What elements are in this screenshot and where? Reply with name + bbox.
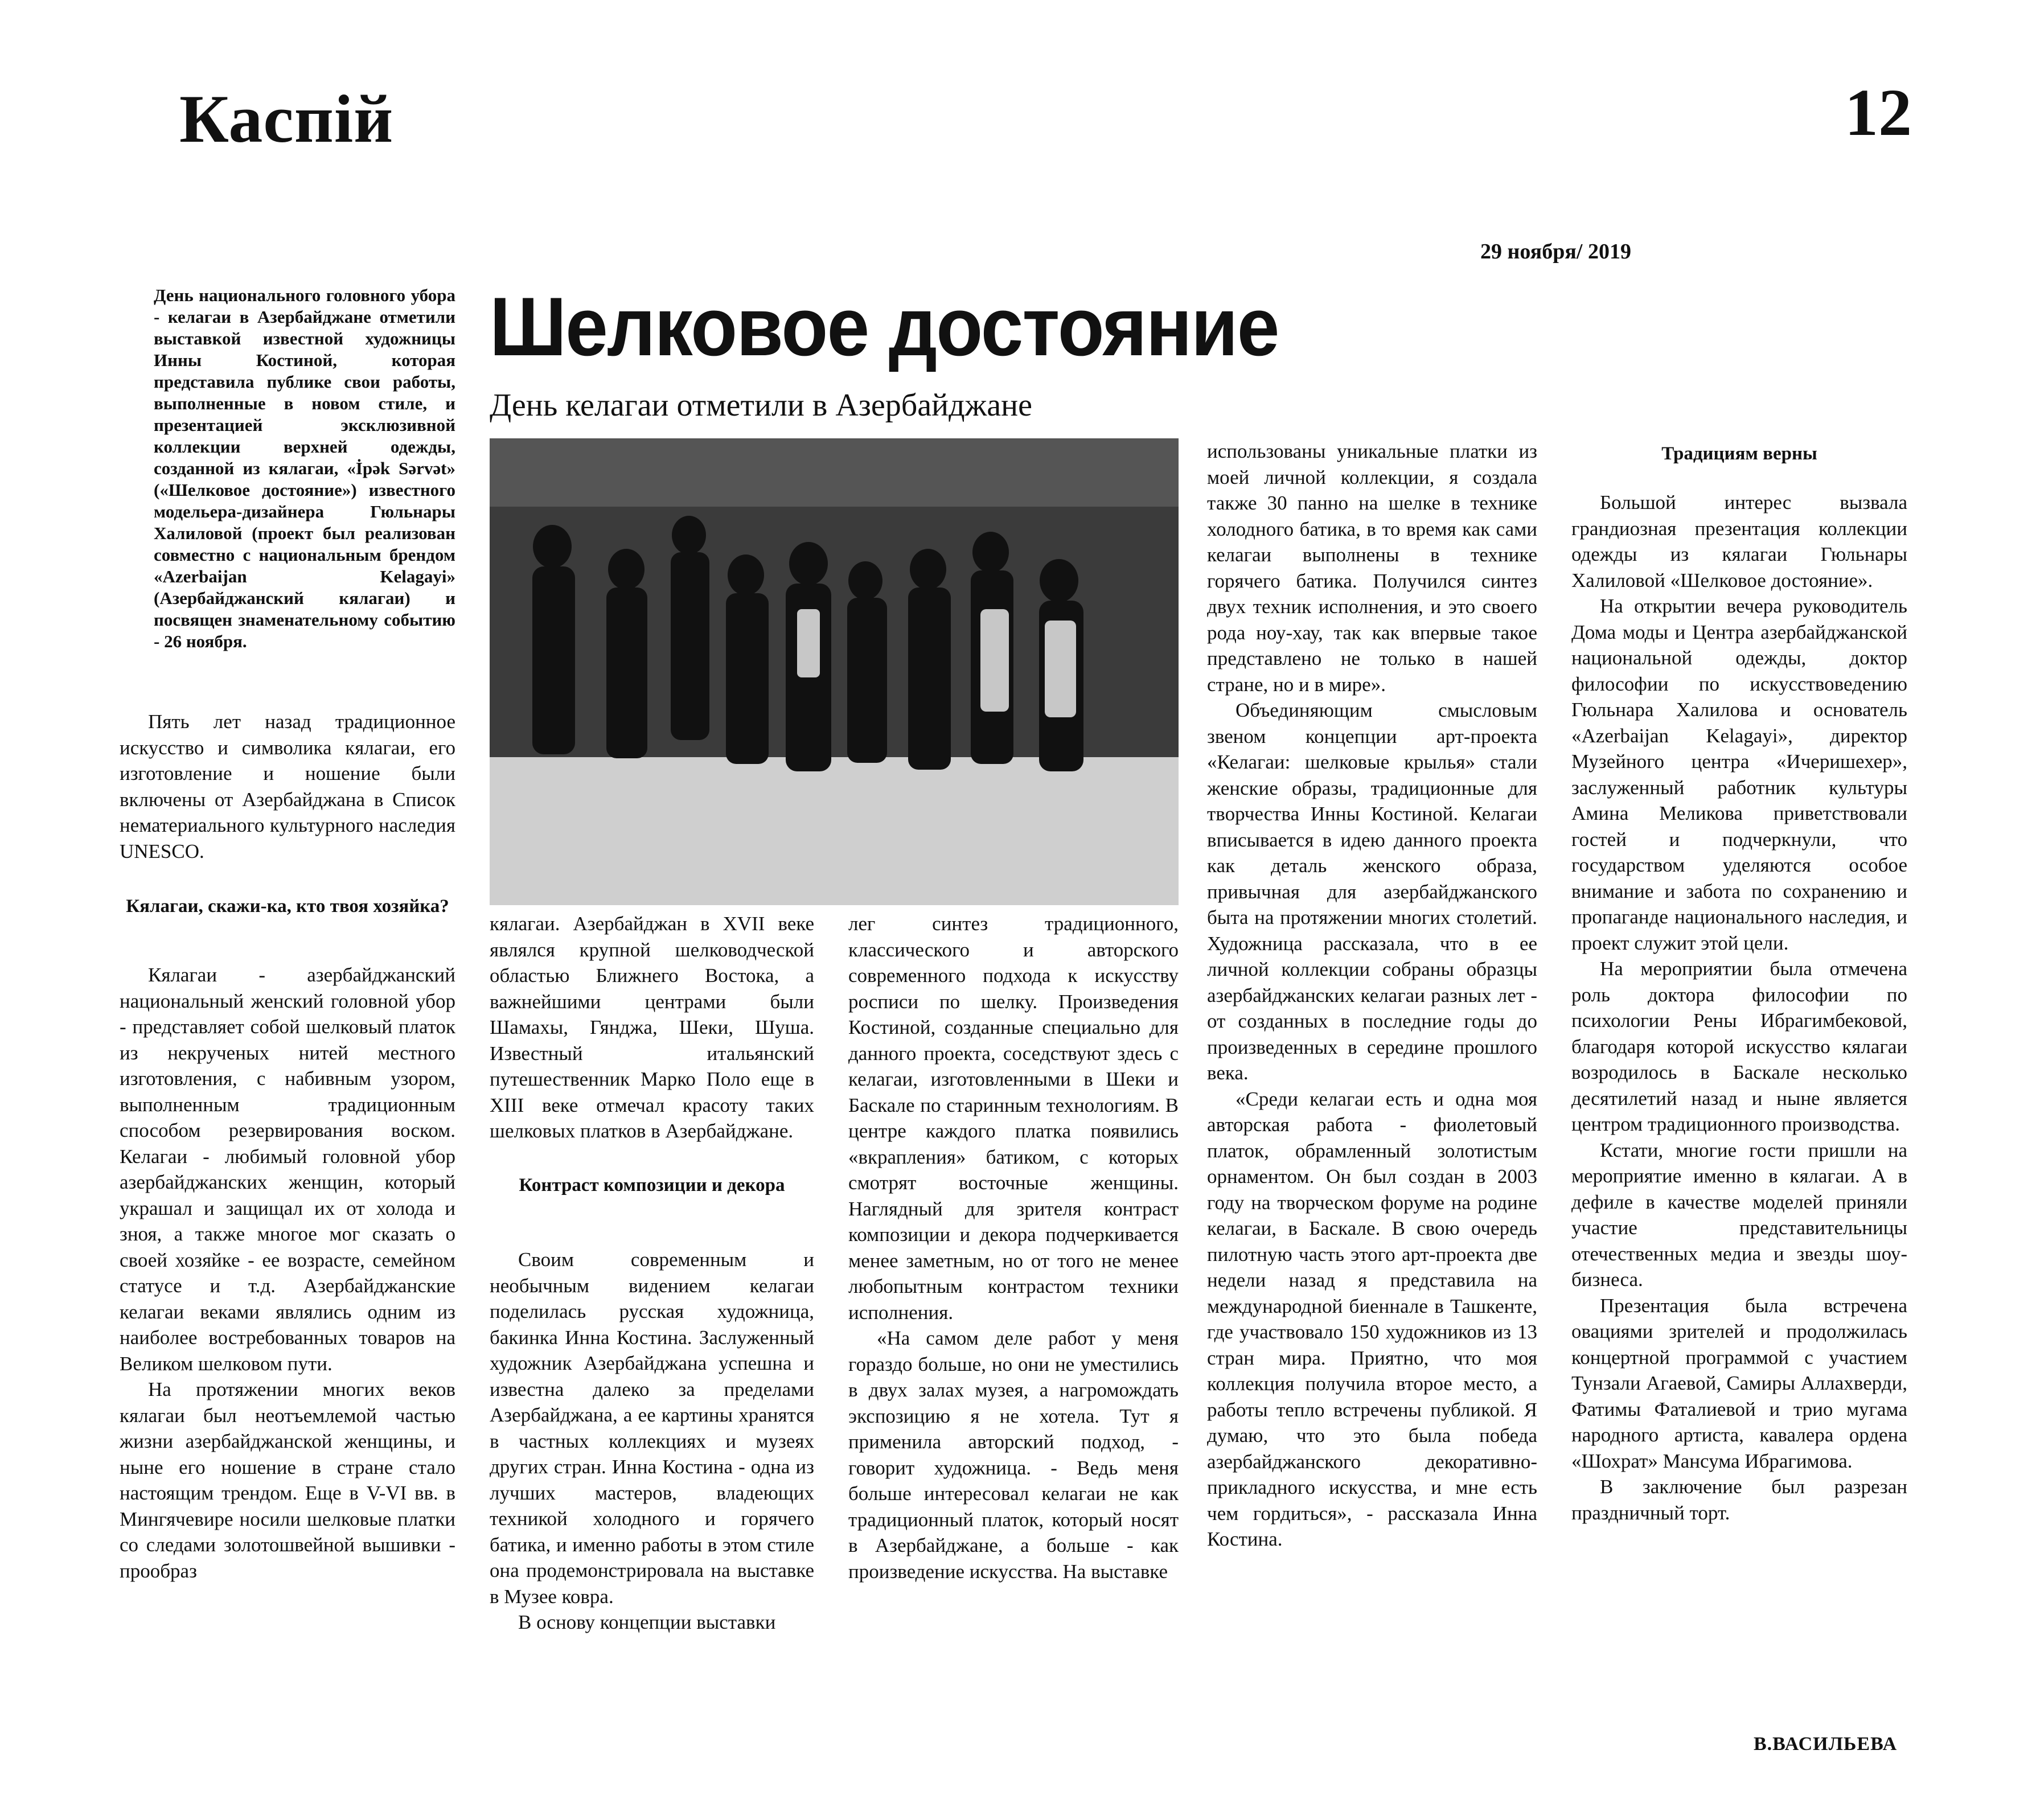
intro-paragraph: Пять лет назад традиционное искусство и символика кялагаи, его изготовление и ношение были включены от Азербайджана в Список нематериального культурного наследия UNESCO. xyxy=(120,710,455,862)
paragraph: На открытии вечера руководитель Дома моды и Центра азербайджанской национальной одежды, доктор философии по искусствоведению Гюльнара Халилова и основатель «Azerbaijan Kelagayi», директор Музейного центра «Ичеришехер», заслуженный работник культуры Амина Меликова приветствовали гостей и подчеркнули, что государством уделяются особое внимание и забота по сохранению и пропаганде национального наследия, и проект служит этой цели. xyxy=(1571,595,1907,954)
author-signature: В.ВАСИЛЬЕВА xyxy=(1754,1733,1898,1755)
paragraph: кялагаи. Азербайджан в XVII веке являлся крупной шелководческой областью Ближнего Востока, а важнейшими центрами были Шамахы, Гянджа, Шеки, Шуша. Известный итальянский путешественник Марко Поло еще в XIII веке отмечал красоту таких шелковых платков в Азербайджане. xyxy=(490,913,814,1142)
exhibition-photo xyxy=(490,438,1179,905)
article-subheadline: День келагаи отметили в Азербайджане xyxy=(490,388,1032,423)
newspaper-masthead: Каспiй xyxy=(179,81,394,157)
paragraph: Большой интерес вызвала грандиозная презентация коллекции одежды из кялагаи Гюльнары Халиловой «Шелковое достояние». xyxy=(1571,491,1907,591)
paragraph: В основу концепции выставки xyxy=(518,1611,776,1633)
section-title-contrast: Контраст композиции и декора xyxy=(519,1175,785,1195)
section-title-kyalagai: Кялагаи, скажи-ка, кто твоя хозяйка? xyxy=(126,896,449,917)
paragraph: «На самом деле работ у меня гораздо больше, но они не уместились в двух залах музея, а нагромождать экспозицию я не хотела. Тут я применила авторский подход, - говорит художница. - Ведь меня больше интересовал келагаи не как традиционный платок, который носят в Азербайджане, а больше - как произведение искусства. На выставке xyxy=(848,1327,1179,1583)
paragraph: лег синтез традиционного, классического и авторского современного подхода к искусству росписи по шелку. Произведения Костиной, созданные специально для данного проекта, соседствуют здесь с келагаи, изготовленными в Шеки и Баскале по старинным технологиям. В центре каждого платка появились «вкрапления» батиком, с которых смотрят восточные женщины. Наглядный для зрителя контраст композиции и декора подчеркивается менее заметным, но от того не менее любопытным контрастом техники исполнения. xyxy=(848,913,1179,1324)
column-1-body xyxy=(120,962,455,1584)
article-headline: Шелковое достояние xyxy=(490,280,1279,373)
issue-date: 29 ноября/ 2019 xyxy=(1480,240,1631,264)
column-2 xyxy=(490,911,814,1144)
column-3 xyxy=(848,911,1179,1584)
article-lead: День национального головного убора - келагаи в Азербайджане отметили выставкой известной художницы Инны Костиной, которая представила публике свои работы, выполненные в новом стиле, и презентацией эксклюзивной коллекции верхней одежды, созданной из кялагаи, «İpək Sərvət» («Шелковое достояние») известного модельера-дизайнера Гюльнары Халиловой (проект был реализован совместно с национальным брендом «Azerbaijan Kelagayi» (Азербайджанский кялагаи) и посвящен знаменательному событию - 26 ноября. xyxy=(154,285,455,651)
section-title-traditions: Традициям верны xyxy=(1661,443,1817,464)
paragraph: В заключение был разрезан праздничный торт. xyxy=(1571,1476,1907,1524)
paragraph: Презентация была встречена овациями зрителей и продолжилась концертной программой с участием Тунзали Агаевой, Самиры Аллахверди, Фатимы Фаталиевой и трио мугама народного артиста, кавалера ордена «Шохрат» Мансума Ибрагимова. xyxy=(1571,1294,1907,1472)
paragraph: использованы уникальные платки из моей личной коллекции, я создала также 30 панно на шелке в технике холодного батика, в то время как сами келагаи выполнены в технике горячего батика. Получился синтез двух техник исполнения, и это своего рода ноу-хау, так как впервые такое представлено не только в нашей стране, но и в мире». xyxy=(1207,440,1537,696)
paragraph: «Среди келагаи есть и одна моя авторская работа - фиолетовый платок, обрамленный золотистым орнаментом. Он был создан в 2003 году на творческом форуме на родине келагаи, в Баскале. В свою очередь пилотную часть этого арт-проекта две недели назад я представила на международной биеннале в Ташкенте, где участвовало 150 художников из 13 стран мира. Приятно, что моя коллекция получила второе место, а работы тепло встречены публикой. Я думаю, что это была победа азербайджанского декоративно-прикладного искусства, и мне есть чем гордиться», - рассказала Инна Костина. xyxy=(1207,1087,1537,1550)
column-2-body xyxy=(490,1247,814,1636)
paragraph: Кялагаи - азербайджанский национальный женский головной убор - представляет собой шелковый платок из некрученых нитей местного изготовления, с набивным узором, выполненным традиционным способом резервирования воском. Келагаи - любимый головной убор азербайджанских женщин, который украшал и защищал их от холода и зноя, а также многое мог сказать о своей хозяйке - ее возрасте, семейном статусе и т.д. Азербайджанские келагаи веками являлись одним из наиболее востребованных товаров на Великом шелковом пути. xyxy=(120,964,455,1375)
page-number: 12 xyxy=(1845,75,1912,150)
column-5 xyxy=(1571,490,1907,1526)
paragraph: На мероприятии была отмечена роль доктора философии по психологии Рены Ибрагимбековой, благодаря которой искусство кялагаи возродилось в Баскале несколько десятилетий назад и ныне является центром традиционного производства. xyxy=(1571,958,1907,1135)
paragraph: Своим современным и необычным видением келагаи поделилась русская художница, бакинка Инна Костина. Заслуженный художник Азербайджана успешна и известна далеко за пределами Азербайджана, а ее картины хранятся в частных коллекциях и музеях других стран. Инна Костина - одна из лучших мастеров, владеющих техникой холодного и горячего батика, и именно работы в этом стиле она продемонстрировала на выставке в Музее ковра. xyxy=(490,1248,814,1608)
paragraph: Кстати, многие гости пришли на мероприятие именно в кялагаи. А в дефиле в качестве моделей приняли участие представительницы отечественных медиа и звезды шоу-бизнеса. xyxy=(1571,1139,1907,1291)
paragraph: Объединяющим смысловым звеном концепции арт-проекта «Келагаи: шелковые крылья» стали женские образы, традиционные для творчества Инны Костиной. Келагаи вписывается в идею данного проекта как деталь женского образа, привычная для азербайджанского быта на протяжении многих столетий. Художница рассказала, что в ее личной коллекции собраны образцы азербайджанских келагаи разных лет - от созданных в последние годы до произведенных в середине прошлого века. xyxy=(1207,699,1537,1084)
column-4 xyxy=(1207,438,1537,1552)
paragraph: На протяжении многих веков кялагаи был неотъемлемой частью жизни азербайджанской женщины, и ныне его ношение в стране стало настоящим трендом. Еще в V-VI вв. в Мингячевире носили шелковые платки со следами золотошвейной вышивки - прообраз xyxy=(120,1378,455,1582)
photo-illustration xyxy=(490,438,1179,905)
column-1 xyxy=(120,709,455,864)
